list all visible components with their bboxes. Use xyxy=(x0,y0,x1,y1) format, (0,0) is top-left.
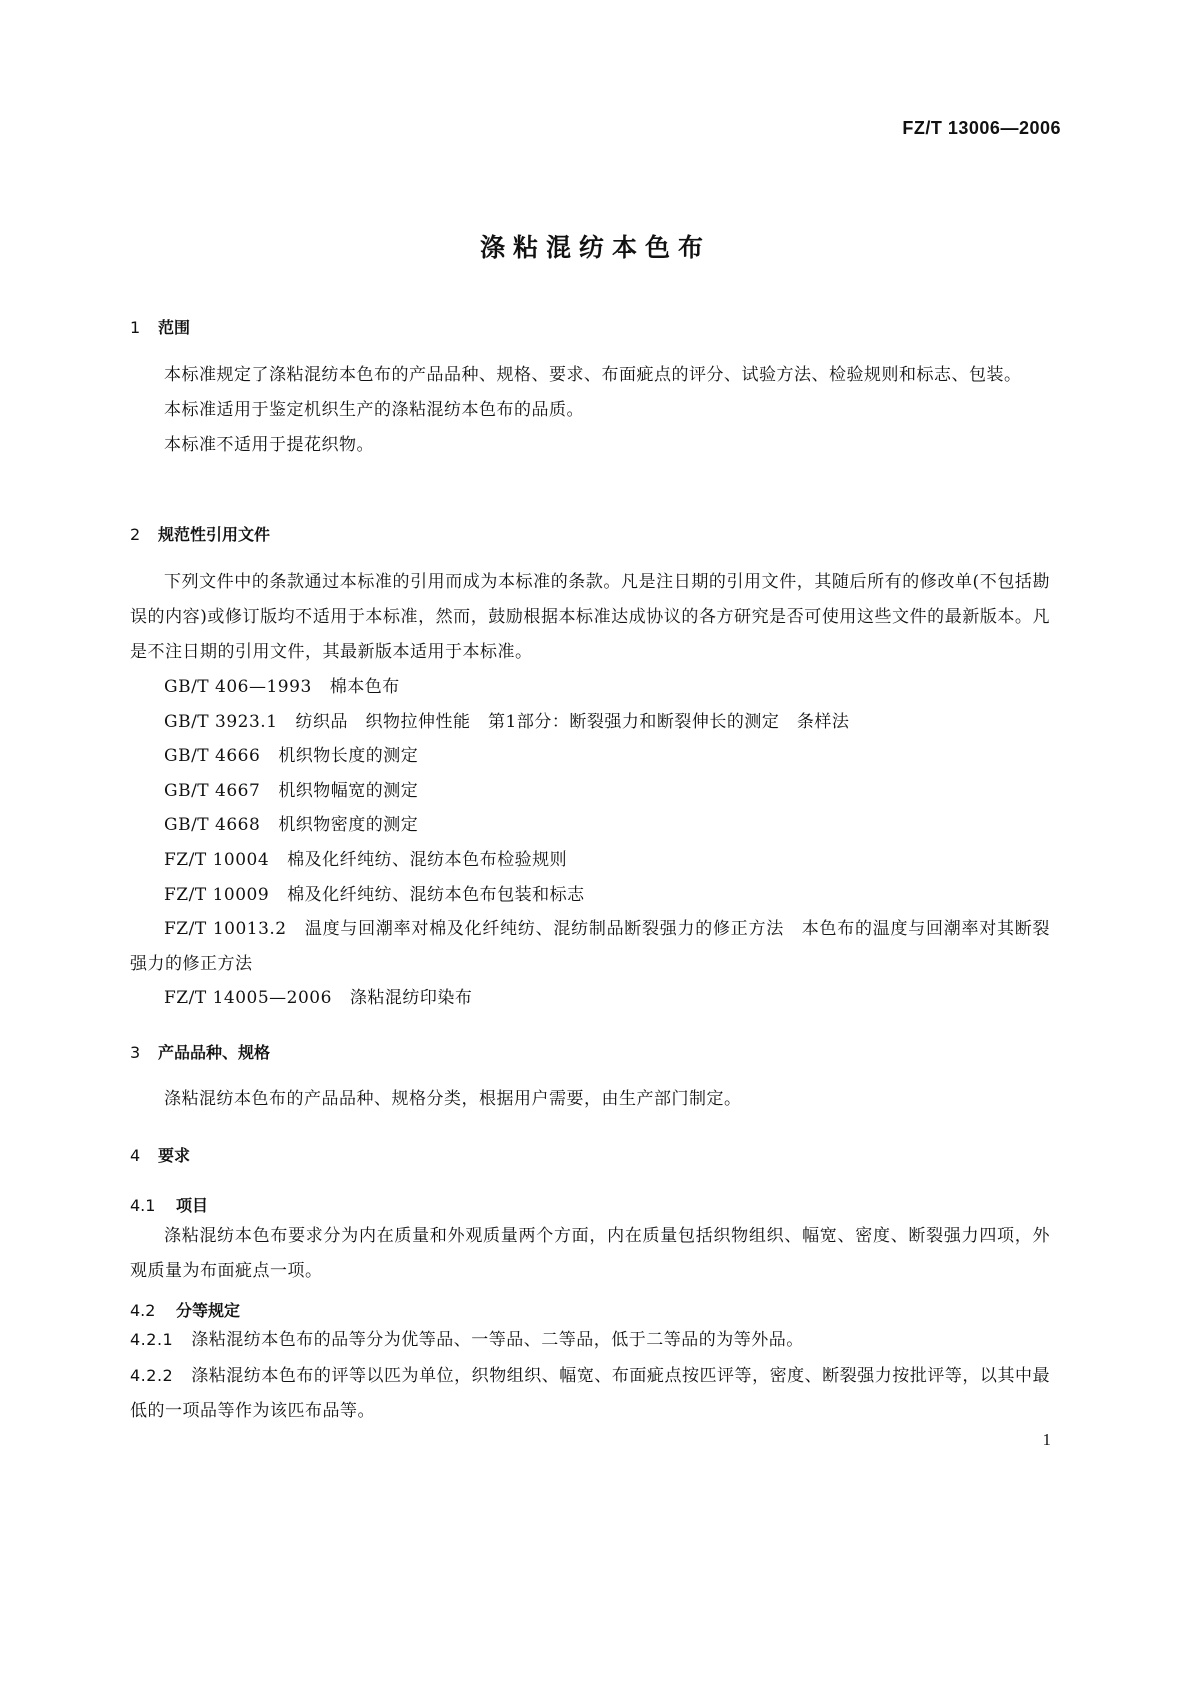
section-number: 4 xyxy=(130,1146,141,1165)
section-title: 要求 xyxy=(158,1146,191,1165)
reference-list xyxy=(130,670,1050,1016)
section-3 xyxy=(130,1040,1050,1063)
subsection-title: 项目 xyxy=(176,1196,209,1215)
reference-item xyxy=(130,774,1050,809)
subsection-number: 4.1 xyxy=(130,1196,156,1215)
clause-text: 涤粘混纺本色布的评等以匹为单位，织物组织、幅宽、布面疵点按匹评等，密度、断裂强力按批评等，以其中最低的一项品等作为该匹布品等。 xyxy=(130,1366,1050,1421)
reference-item xyxy=(130,878,1050,913)
section-number: 1 xyxy=(130,318,141,337)
section-1-heading xyxy=(130,315,1050,338)
reference-title: 机织物幅宽的测定 xyxy=(278,780,419,801)
reference-code: GB/T 406—1993 xyxy=(164,677,312,697)
reference-item xyxy=(130,912,1050,981)
reference-title: 棉及化纤纯纺、混纺本色布检验规则 xyxy=(287,849,568,870)
subsection-4-1-body xyxy=(130,1219,1050,1289)
section-4 xyxy=(130,1143,1050,1166)
reference-code: FZ/T 10009 xyxy=(164,884,270,905)
paragraph: 本标准规定了涤粘混纺本色布的产品品种、规格、要求、布面疵点的评分、试验方法、检验规则和标志、包装。 xyxy=(164,365,1022,385)
paragraph: 本标准不适用于提花织物。 xyxy=(164,435,374,455)
section-3-heading xyxy=(130,1040,1050,1063)
section-number: 3 xyxy=(130,1043,141,1062)
clause-number: 4.2.2 xyxy=(130,1366,174,1385)
subsection-heading xyxy=(130,1298,1050,1321)
section-2-heading xyxy=(130,522,1050,545)
clause-4-2-1 xyxy=(130,1322,1050,1358)
reference-title: 机织物密度的测定 xyxy=(278,815,419,836)
subsection-number: 4.2 xyxy=(130,1301,156,1320)
page-number: 1 xyxy=(1042,1430,1051,1449)
clause-text: 涤粘混纺本色布的品等分为优等品、一等品、二等品，低于二等品的为等外品。 xyxy=(191,1330,804,1350)
reference-item xyxy=(130,739,1050,774)
standard-code: FZ/T 13006—2006 xyxy=(902,118,1061,138)
clause-4-2-2 xyxy=(130,1358,1050,1429)
reference-code: GB/T 4668 xyxy=(164,815,261,836)
section-4-heading xyxy=(130,1143,1050,1166)
reference-item xyxy=(130,808,1050,843)
reference-item xyxy=(130,670,1050,705)
document-title: 涤粘混纺本色布 xyxy=(479,233,711,262)
subsection-4-2-body xyxy=(130,1322,1050,1429)
section-title: 范围 xyxy=(158,318,191,337)
reference-title: 棉及化纤纯纺、混纺本色布包装和标志 xyxy=(287,884,585,905)
clause-number: 4.2.1 xyxy=(130,1330,174,1349)
reference-item xyxy=(130,843,1050,878)
section-number: 2 xyxy=(130,525,141,544)
subsection-4-1 xyxy=(130,1193,1050,1216)
reference-item xyxy=(130,705,1050,740)
section-2-body xyxy=(130,565,1050,1016)
reference-title: 温度与回潮率对棉及化纤纯纺、混纺制品断裂强力的修正方法 本色布的温度与回潮率对其断裂强力的修正方法 xyxy=(130,919,1050,974)
reference-code: GB/T 4667 xyxy=(164,780,261,801)
subsection-heading xyxy=(130,1193,1050,1216)
paragraph: 涤粘混纺本色布要求分为内在质量和外观质量两个方面，内在质量包括织物组织、幅宽、密度、断裂强力四项，外观质量为布面疵点一项。 xyxy=(130,1226,1050,1281)
paragraph: 本标准适用于鉴定机织生产的涤粘混纺本色布的品质。 xyxy=(164,400,584,420)
reference-title: 纺织品 织物拉伸性能 第1部分：断裂强力和断裂伸长的测定 条样法 xyxy=(295,711,850,732)
subsection-title: 分等规定 xyxy=(176,1301,241,1320)
section-2 xyxy=(130,522,1050,545)
reference-code: FZ/T 14005—2006 xyxy=(164,988,332,1009)
reference-title: 机织物长度的测定 xyxy=(278,746,419,767)
reference-title: 涤粘混纺印染布 xyxy=(349,988,473,1009)
section-3-body xyxy=(130,1082,1050,1117)
reference-code: FZ/T 10013.2 xyxy=(164,919,287,940)
section-title: 产品品种、规格 xyxy=(158,1043,271,1062)
subsection-4-2 xyxy=(130,1298,1050,1321)
reference-code: GB/T 4666 xyxy=(164,746,261,767)
paragraph: 涤粘混纺本色布的产品品种、规格分类，根据用户需要，由生产部门制定。 xyxy=(164,1089,742,1109)
section-title: 规范性引用文件 xyxy=(158,525,271,544)
section-1-body xyxy=(130,358,1050,463)
reference-title: 棉本色布 xyxy=(329,677,400,697)
reference-code: FZ/T 10004 xyxy=(164,849,270,870)
paragraph: 下列文件中的条款通过本标准的引用而成为本标准的条款。凡是注日期的引用文件，其随后所有的修改单(不包括勘误的内容)或修订版均不适用于本标准，然而，鼓励根据本标准达成协议的各方研究是否可使用这些文件的最新版本。凡是不注日期的引用文件，其最新版本适用于本标准。 xyxy=(130,572,1050,662)
reference-item xyxy=(130,981,1050,1016)
reference-code: GB/T 3923.1 xyxy=(164,711,278,732)
section-1 xyxy=(130,315,1050,338)
